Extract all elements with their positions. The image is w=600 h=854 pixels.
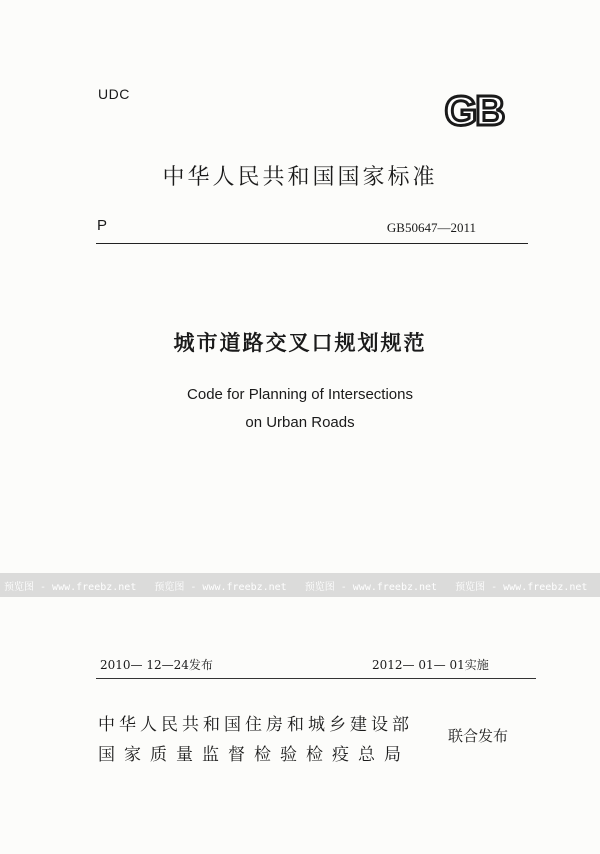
standard-number: GB50647—2011 [386, 220, 476, 235]
issue-date: 2010— 12—24发布 [100, 658, 213, 672]
english-title-line-1: Code for Planning of Intersections [187, 386, 413, 403]
standard-type-heading: 中华人民共和国国家标准 [162, 165, 438, 190]
header-divider [96, 243, 528, 244]
watermark-text: 预览图 - www.freebz.net [154, 581, 287, 593]
udc-label: UDC [98, 86, 130, 102]
gb-logo [436, 87, 512, 131]
joint-issue-label: 联合发布 [448, 727, 509, 745]
chinese-title: 城市道路交叉口规划规范 [173, 331, 427, 355]
english-title-line-2: on Urban Roads [245, 414, 355, 431]
watermark-band [0, 573, 600, 597]
date-divider [96, 678, 536, 679]
issuer-ministry-housing: 中华人民共和国住房和城乡建设部 [98, 715, 413, 735]
issuer-quality-administration: 国家质量监督检验检疫总局 [98, 745, 410, 765]
implementation-date: 2012— 01— 01实施 [372, 658, 489, 672]
gb-logo-text: GB [444, 87, 504, 131]
watermark-text: 预览图 - www.freebz.net [304, 581, 438, 593]
watermark-text: 预览图 - www.freebz.net [4, 581, 137, 593]
watermark-text: 预览图 - www.freebz.net [455, 581, 588, 593]
category-code: P [97, 217, 108, 234]
